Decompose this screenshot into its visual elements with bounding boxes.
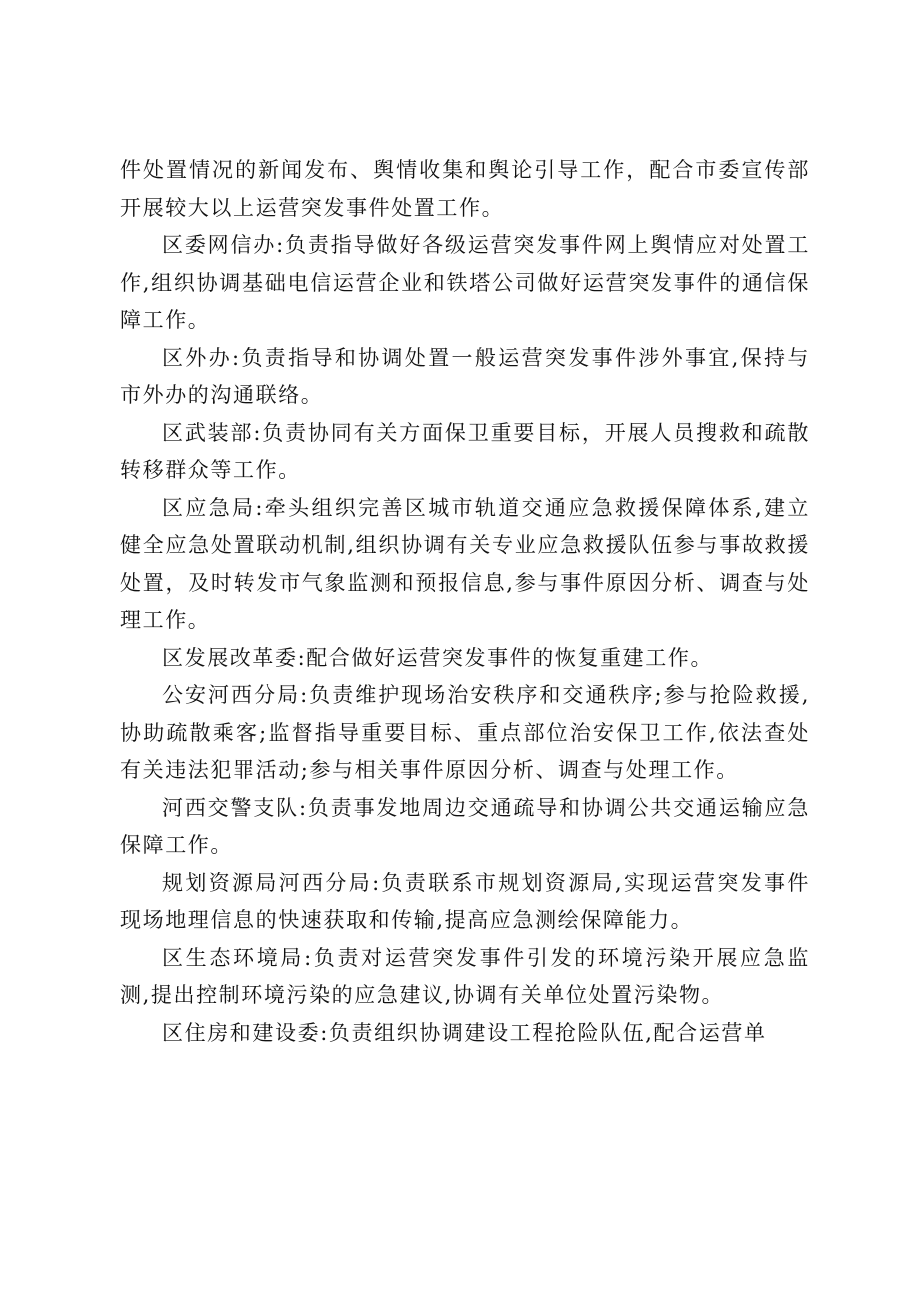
paragraph-development-reform-commission: 区发展改革委:配合做好运营突发事件的恢复重建工作。 [162,645,714,670]
paragraph-housing-construction-commission: 区住房和建设委:负责组织协调建设工程抢险队伍,配合运营单 [162,1020,767,1045]
paragraph-ecology-environment-bureau: 区生态环境局:负责对运营突发事件引发的环境污染开展应急监测,提出控制环境污染的应急建议,协调有关单位处置污染物。 [120,945,810,1007]
paragraph-traffic-police-detachment: 河西交警支队:负责事发地周边交通疏导和协调公共交通运输应急保障工作。 [120,795,810,857]
document-body [120,152,810,1052]
paragraph-armed-forces-department: 区武装部:负责协同有关方面保卫重要目标，开展人员搜救和疏散转移群众等工作。 [120,420,810,482]
paragraph-public-security-branch: 公安河西分局:负责维护现场治安秩序和交通秩序;参与抢险救援,协助疏散乘客;监督指导重要目标、重点部位治安保卫工作,依法查处有关违法犯罪活动;参与相关事件原因分析、调查与处理工作。 [120,683,810,782]
paragraph-emergency-bureau: 区应急局:牵头组织完善区城市轨道交通应急救援保障体系,建立健全应急处置联动机制,组织协调有关专业应急救援队伍参与事故救援处置，及时转发市气象监测和预报信息,参与事件原因分析、调查与处理工作。 [120,495,810,632]
paragraph-cyberspace-office: 区委网信办:负责指导做好各级运营突发事件网上舆情应对处置工作,组织协调基础电信运营企业和铁塔公司做好运营突发事件的通信保障工作。 [120,233,810,332]
paragraph-continuation: 件处置情况的新闻发布、舆情收集和舆论引导工作，配合市委宣传部开展较大以上运营突发事件处置工作。 [120,158,810,220]
paragraph-planning-resources-branch: 规划资源局河西分局:负责联系市规划资源局,实现运营突发事件现场地理信息的快速获取和传输,提高应急测绘保障能力。 [120,870,810,932]
paragraph-foreign-affairs-office: 区外办:负责指导和协调处置一般运营突发事件涉外事宜,保持与市外办的沟通联络。 [120,345,810,407]
